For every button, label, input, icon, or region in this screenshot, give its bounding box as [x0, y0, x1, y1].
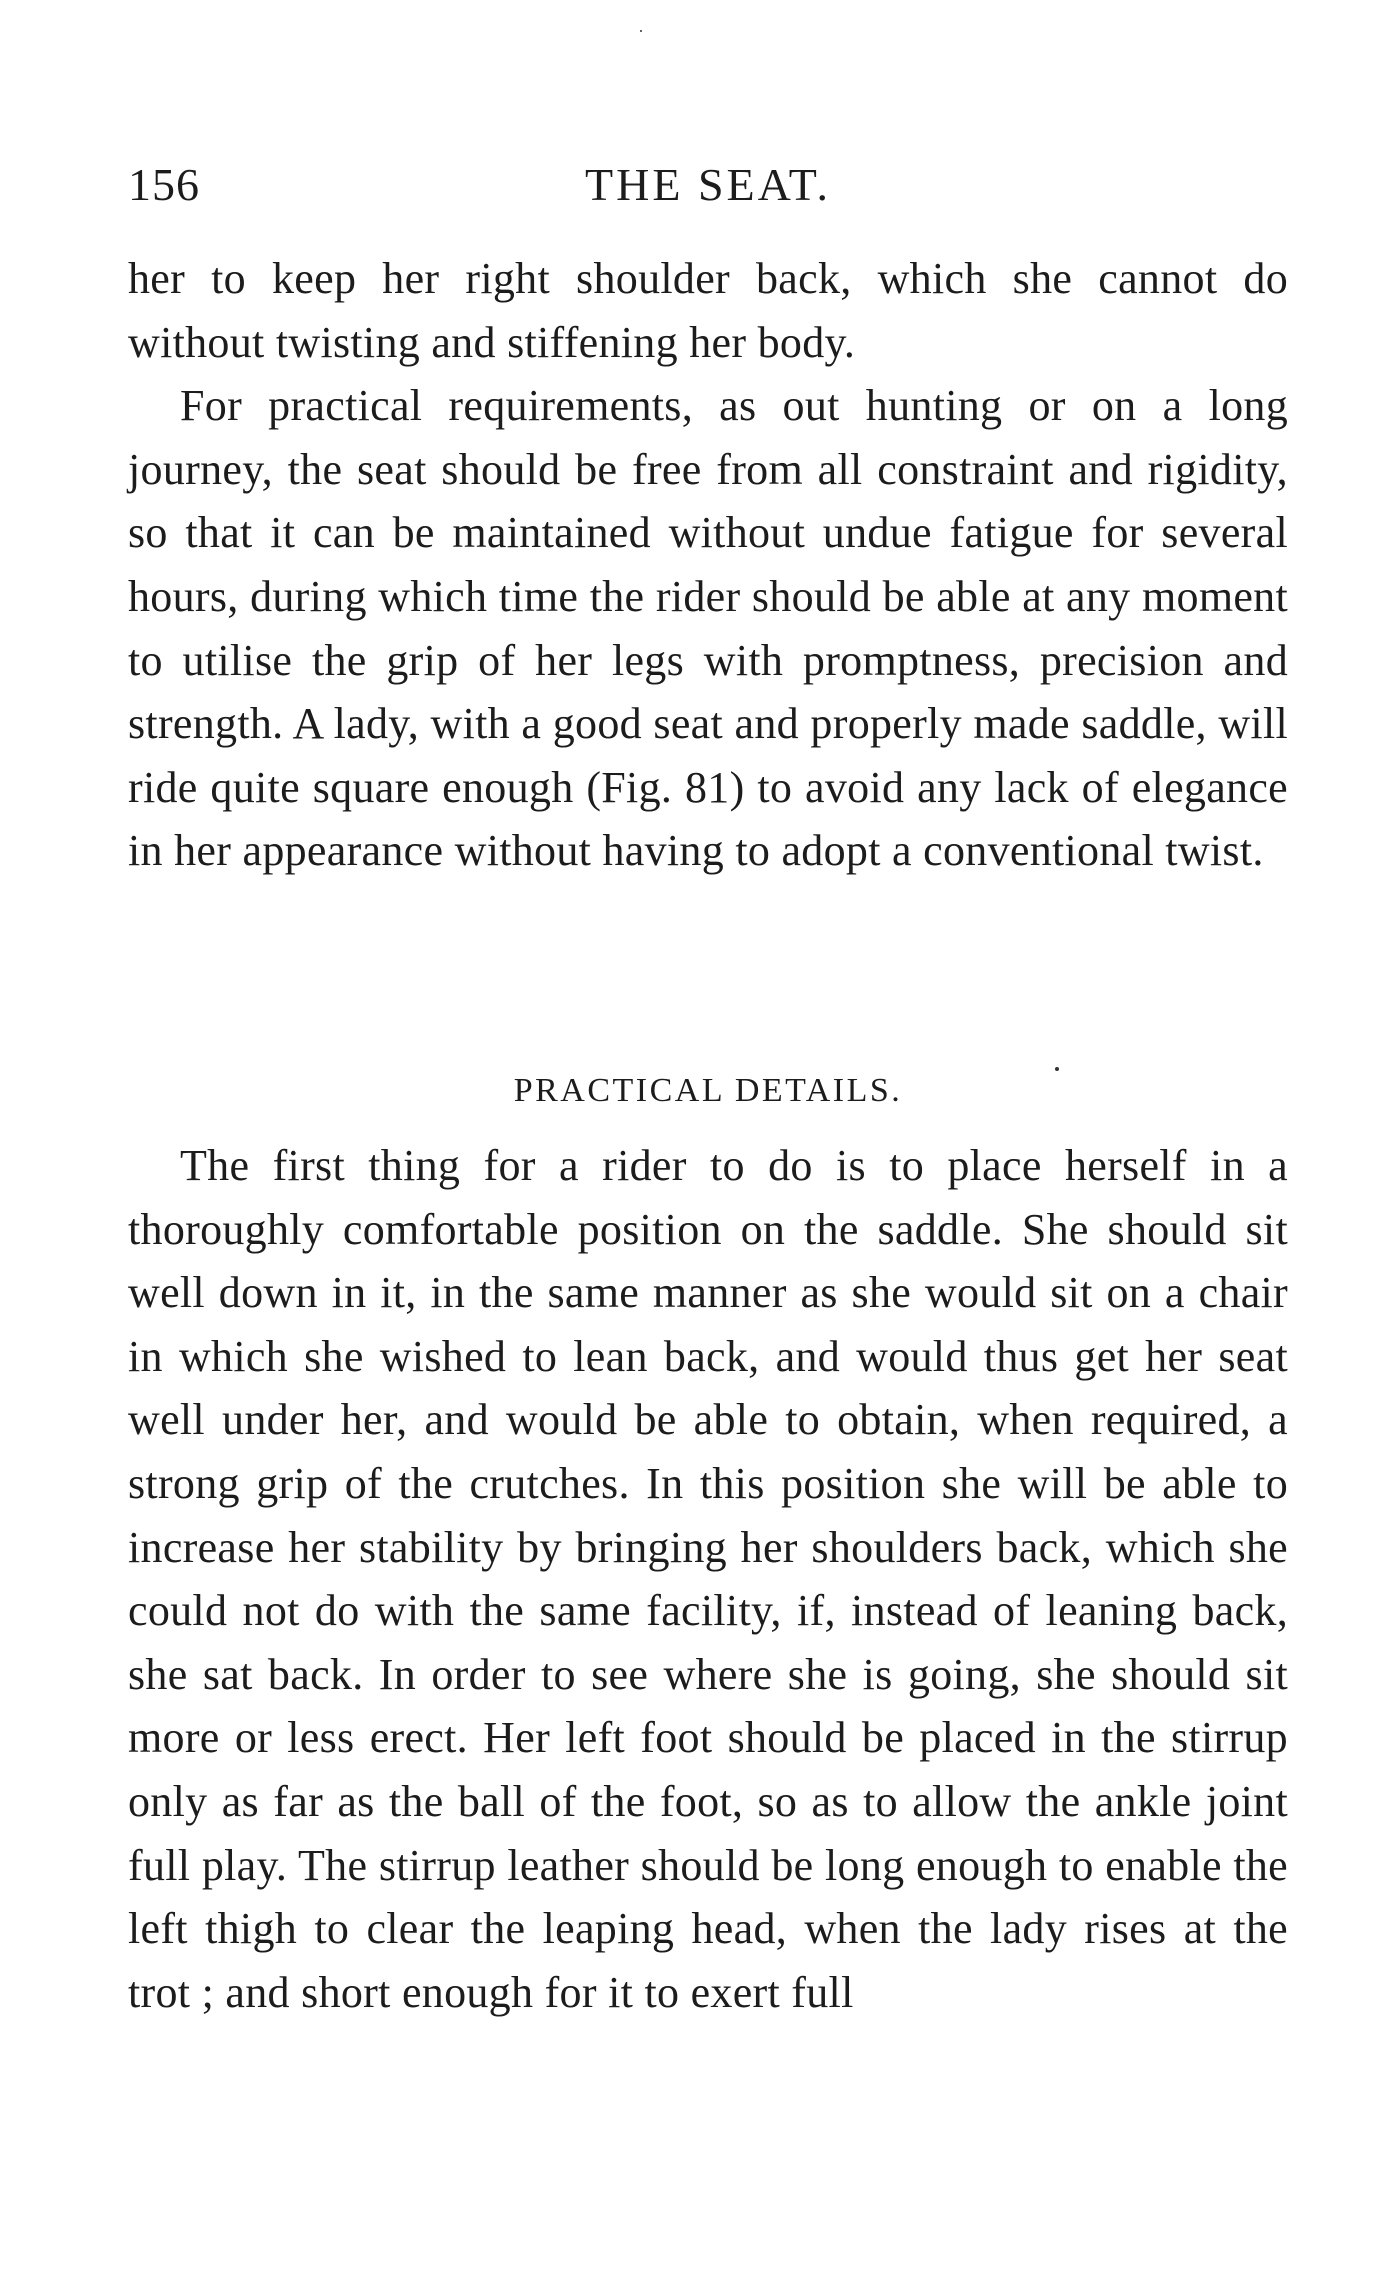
running-title: THE SEAT.: [585, 159, 831, 210]
body-text-top: [128, 247, 1288, 883]
paragraph-practical-requirements: For practical requirements, as out hunting or on a long journey, the seat should be free from all constraint and rigidity, so that it can be maintained without undue fatigue for several hours, during which time the rider should be able at any moment to utilise the grip of her legs with promptness, precision and strength. A lady, with a good seat and properly made saddle, will ride quite square enough (Fig. 81) to avoid any lack of elegance in her appearance without having to adopt a conventional twist.: [128, 381, 1288, 876]
section-heading: PRACTICAL DETAILS.: [513, 1072, 903, 1109]
page-number: 156: [128, 159, 200, 210]
running-head: [128, 158, 1288, 218]
body-text-section: [128, 1134, 1288, 2024]
print-speck: [640, 30, 642, 32]
continuation-paragraph: her to keep her right shoulder back, which she cannot do without twisting and stiffening her body.: [128, 254, 1288, 367]
paragraph-first-thing: The first thing for a rider to do is to place herself in a thoroughly comfortable position on the saddle. She should sit well down in it, in the same manner as she would sit on a chair in which she wished to lean back, and would thus get her seat well under her, and would be able to obtain, when required, a strong grip of the crutches. In this position she will be able to increase her stability by bringing her shoulders back, which she could not do with the same facility, if, instead of leaning back, she sat back. In order to see where she is going, she should sit more or less erect. Her left foot should be placed in the stirrup only as far as the ball of the foot, so as to allow the ankle joint full play. The stirrup leather should be long enough to enable the left thigh to clear the leaping head, when the lady rises at the trot ; and short enough for it to exert full: [128, 1141, 1288, 2017]
print-speck: [1055, 1067, 1059, 1071]
